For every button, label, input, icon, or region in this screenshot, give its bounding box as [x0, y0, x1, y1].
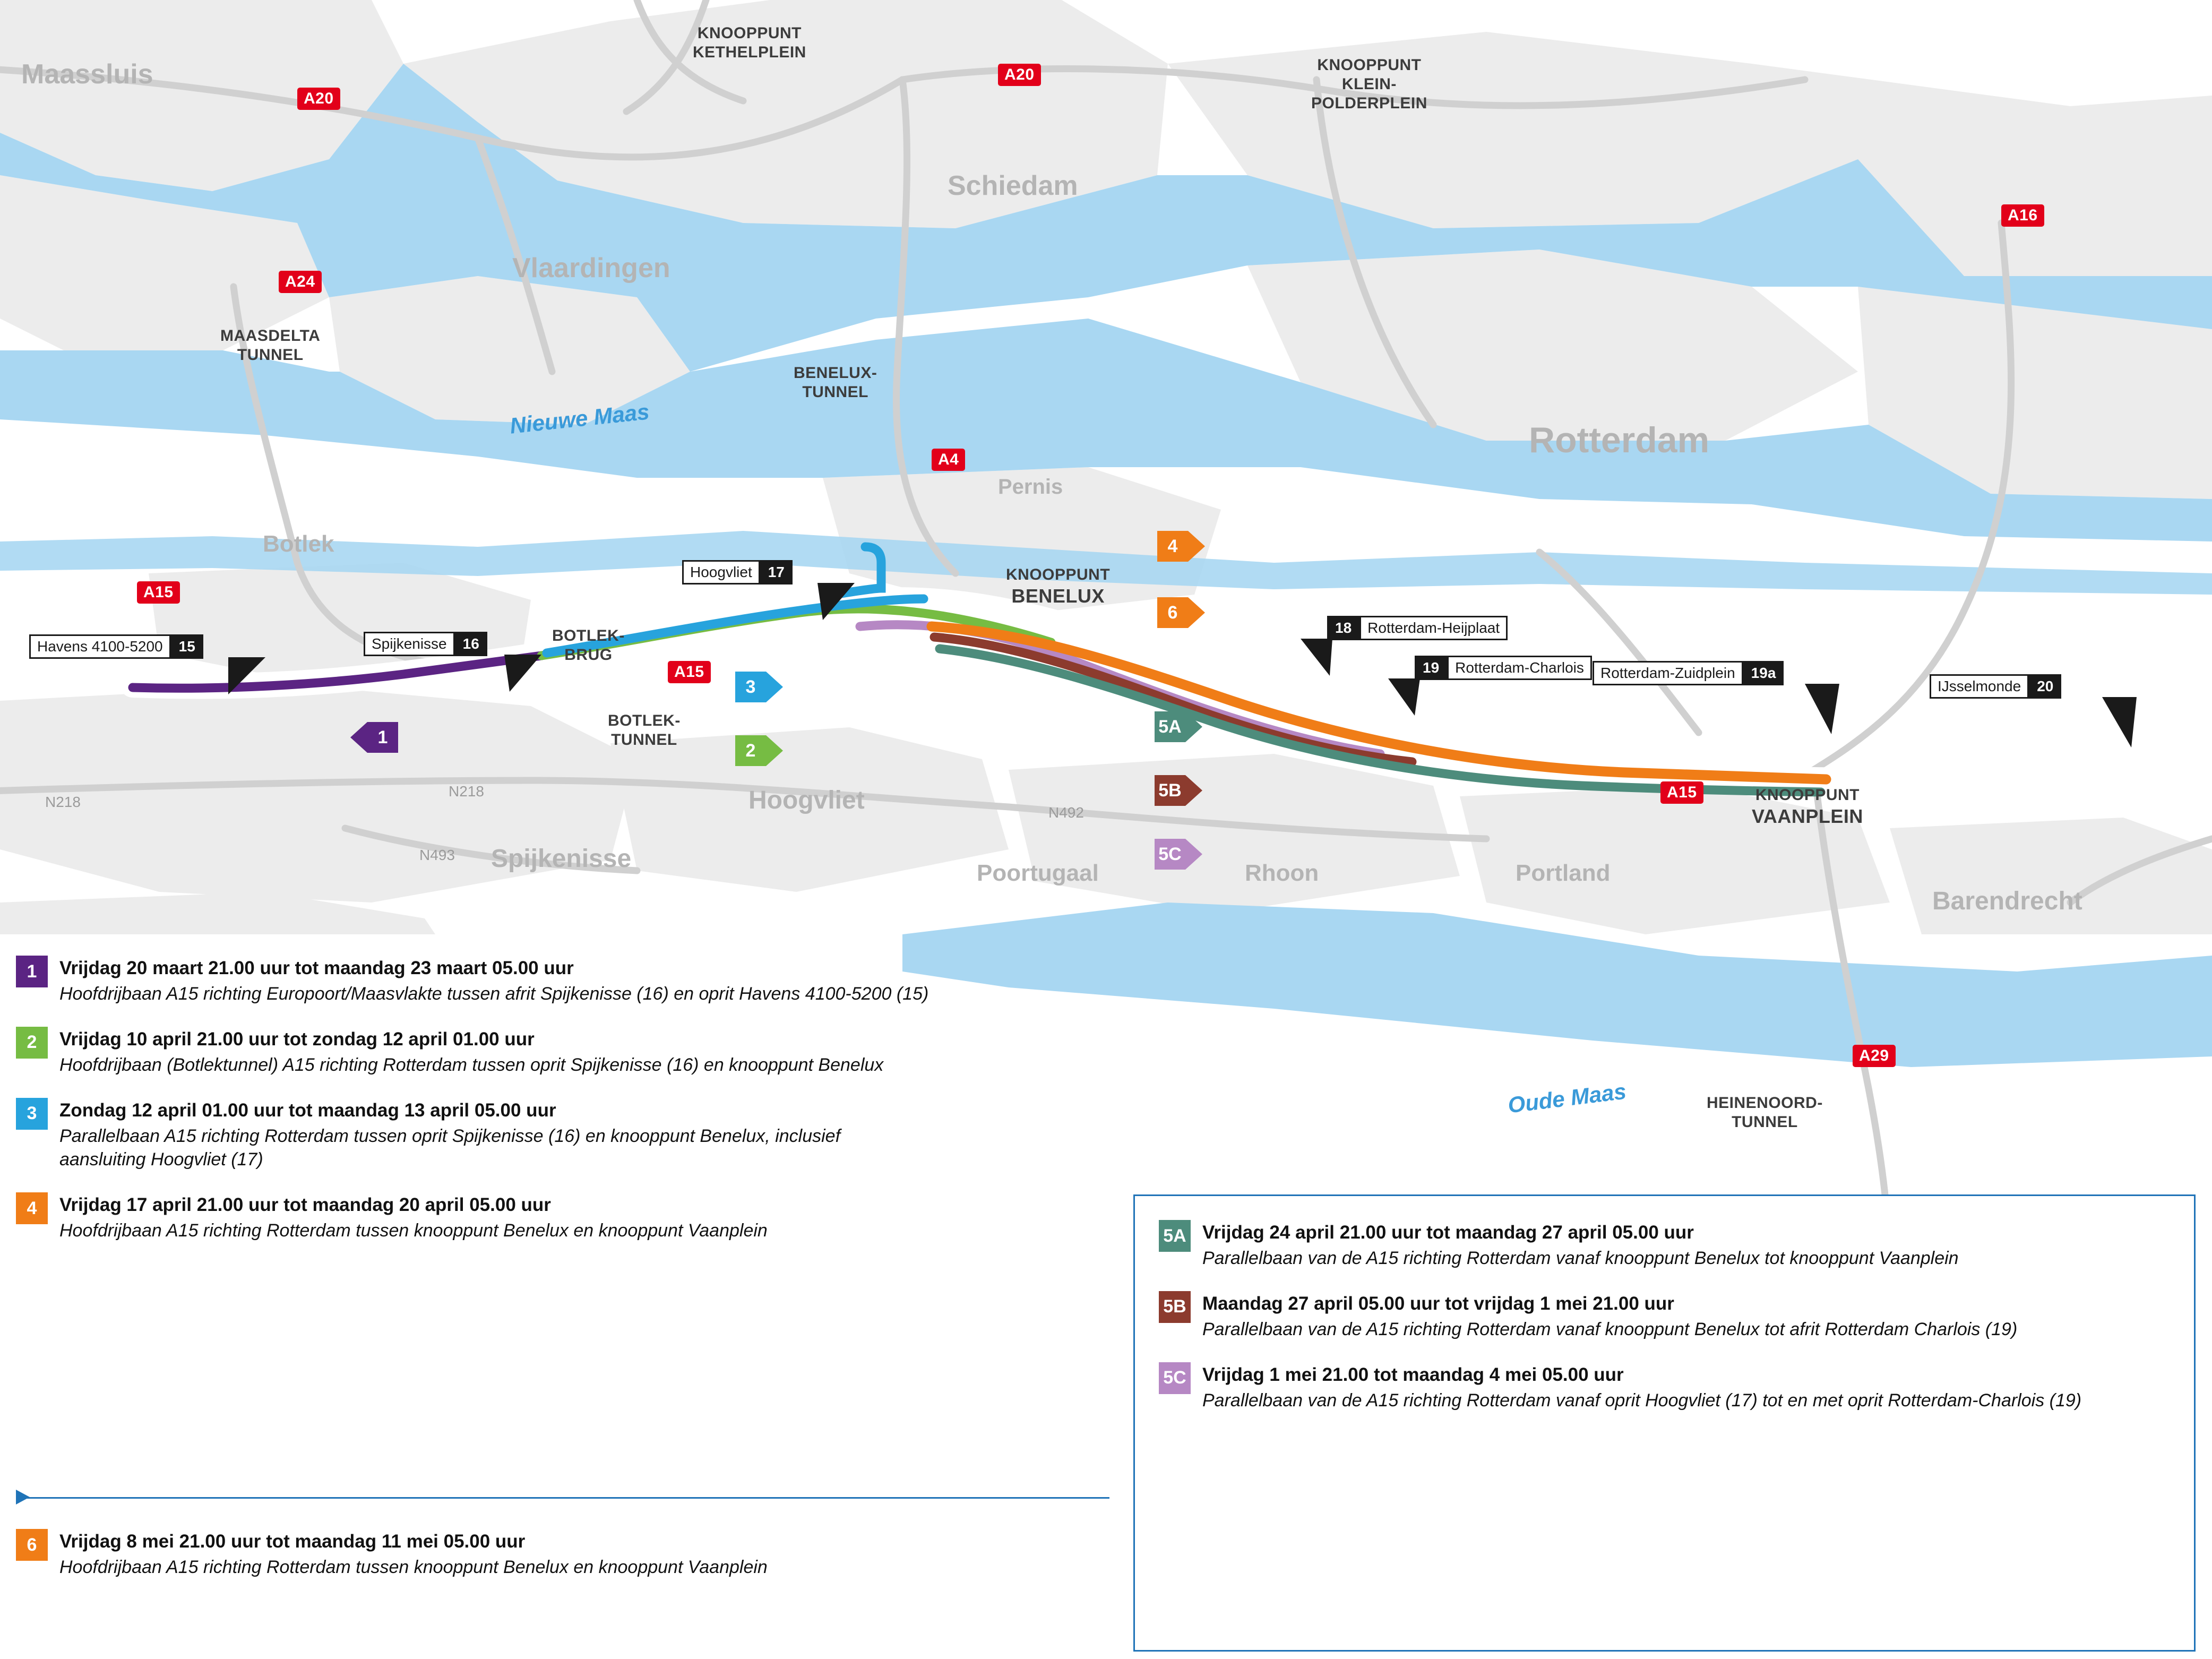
legend-title: Vrijdag 17 april 21.00 uur tot maandag 20 april 05.00 uur [59, 1194, 551, 1215]
legend-title: Vrijdag 10 april 21.00 uur tot zondag 12 april 01.00 uur [59, 1028, 535, 1050]
road-shield-a24: A24 [279, 271, 322, 293]
chip-label: 5B [1155, 775, 1185, 806]
city-label: Portland [1516, 860, 1611, 886]
legend-description: Parallelbaan A15 richting Rotterdam tussen oprit Spijkenisse (16) en knooppunt Benelux, inclusief aansluiting Hoogvliet (17) [59, 1125, 841, 1170]
legend-title: Maandag 27 april 05.00 uur tot vrijdag 1 mei 21.00 uur [1202, 1293, 1674, 1314]
exit-callout-ijsselmonde[interactable] [1930, 674, 2061, 699]
map-chip-2[interactable] [735, 735, 783, 766]
water-label-oude-maas: Oude Maas [1506, 1078, 1628, 1118]
legend-description: Parallelbaan van de A15 richting Rotterdam vanaf knooppunt Benelux tot knooppunt Vaanplein [1202, 1248, 1959, 1268]
exit-callout-zuidplein[interactable] [1593, 661, 1784, 685]
legend-right [1159, 1220, 2167, 1424]
city-label: Barendrecht [1932, 887, 2082, 915]
node-label-botlektunnel: BOTLEK- TUNNEL [608, 712, 681, 749]
legend-badge: 4 [16, 1192, 48, 1224]
exit-callout-number: 20 [2029, 674, 2061, 699]
chip-label: 5A [1155, 711, 1185, 742]
exit-callout-name: Rotterdam-Zuidplein [1593, 661, 1743, 685]
chip-label: 1 [367, 722, 398, 753]
node-label-knooppunt-vaanplein: KNOOPPUNT VAANPLEIN [1752, 786, 1863, 827]
chip-arrow-right-icon [1185, 839, 1202, 870]
exit-callout-number: 16 [455, 632, 487, 656]
chip-arrow-right-icon [1188, 531, 1205, 562]
city-label: Vlaardingen [512, 253, 670, 283]
legend-item [16, 1192, 1104, 1242]
road-shield-a16: A16 [2001, 204, 2044, 227]
callout-tail [2102, 697, 2150, 755]
node-label-beneluxtunnel: BENELUX- TUNNEL [794, 364, 877, 401]
node-label-maasdeltatunnel: MAASDELTA TUNNEL [220, 327, 321, 364]
legend-description: Parallelbaan van de A15 richting Rotterdam vanaf knooppunt Benelux tot afrit Rotterdam Charlois (19) [1202, 1319, 2018, 1339]
node-label-heinenoordtunnel: HEINENOORD- TUNNEL [1707, 1094, 1823, 1131]
node-label-ketchelplein: KNOOPPUNT KETHELPLEIN [693, 24, 806, 61]
legend-title: Vrijdag 8 mei 21.00 uur tot maandag 11 mei 05.00 uur [59, 1531, 526, 1552]
road-shield-a15: A15 [137, 581, 180, 604]
legend-title: Vrijdag 24 april 21.00 uur tot maandag 27 april 05.00 uur [1202, 1222, 1694, 1243]
map-chip-1[interactable] [350, 722, 398, 753]
node-label-botlekbrug: BOTLEK- BRUG [552, 627, 625, 664]
legend-right-panel [1133, 1194, 2196, 1652]
node-label-knooppunt-benelux: KNOOPPUNT BENELUX [1006, 566, 1111, 607]
chip-label: 5C [1155, 839, 1185, 870]
exit-callout-spijkenisse[interactable] [364, 632, 487, 656]
legend-left-continued [16, 1529, 1104, 1591]
legend-left [16, 956, 1104, 1254]
exit-callout-number: 15 [171, 634, 203, 659]
exit-callout-number: 18 [1327, 616, 1359, 640]
exit-callout-number: 19a [1743, 661, 1784, 685]
legend-badge: 5A [1159, 1220, 1191, 1252]
road-shield-a29: A29 [1853, 1045, 1896, 1067]
legend-item [16, 1027, 1104, 1077]
legend-title: Zondag 12 april 01.00 uur tot maandag 13 april 05.00 uur [59, 1099, 556, 1121]
legend-item [1159, 1362, 2167, 1412]
exit-callout-heijplaat[interactable] [1327, 616, 1508, 640]
callout-tail [504, 655, 552, 702]
legend-description: Parallelbaan van de A15 richting Rotterdam vanaf oprit Hoogvliet (17) tot en met oprit Rotterdam-Charlois (19) [1202, 1390, 2082, 1411]
legend-title: Vrijdag 1 mei 21.00 tot maandag 4 mei 05.00 uur [1202, 1364, 1624, 1385]
exit-callout-havens[interactable] [29, 634, 203, 659]
city-label: Botlek [263, 531, 334, 557]
legend-description: Hoofdrijbaan (Botlektunnel) A15 richting Rotterdam tussen oprit Spijkenisse (16) en knooppunt Benelux [59, 1054, 884, 1075]
legend-description: Hoofdrijbaan A15 richting Rotterdam tussen knooppunt Benelux en knooppunt Vaanplein [59, 1557, 768, 1577]
city-label: Poortugaal [977, 860, 1099, 886]
legend-badge: 6 [16, 1529, 48, 1561]
chip-arrow-right-icon [1188, 597, 1205, 628]
legend-item [16, 956, 1104, 1005]
road-shield-a20: A20 [998, 64, 1041, 86]
chip-arrow-right-icon [1185, 711, 1202, 742]
legend-description: Hoofdrijbaan A15 richting Europoort/Maasvlakte tussen afrit Spijkenisse (16) en oprit Havens 4100-5200 (15) [59, 983, 929, 1004]
water-label-nieuwe-maas: Nieuwe Maas [509, 399, 651, 439]
exit-callout-number: 19 [1415, 656, 1447, 680]
exit-callout-name: Havens 4100-5200 [29, 634, 171, 659]
road-shield-a15: A15 [1660, 781, 1703, 804]
legend-item [1159, 1220, 2167, 1270]
legend-divider [16, 1497, 1109, 1499]
road-shield-a15: A15 [668, 661, 711, 683]
city-label: Schiedam [948, 170, 1078, 201]
chip-arrow-right-icon [766, 672, 783, 702]
map-chip-5c[interactable] [1155, 839, 1202, 870]
map-chip-5a[interactable] [1155, 711, 1202, 742]
callout-tail [1805, 684, 1853, 742]
city-label: Hoogvliet [748, 786, 865, 814]
chip-label: 4 [1157, 531, 1188, 562]
legend-item [16, 1529, 1104, 1579]
legend-badge: 1 [16, 956, 48, 987]
chip-label: 3 [735, 672, 766, 702]
callout-tail [1301, 639, 1348, 686]
chip-arrow-right-icon [1185, 775, 1202, 806]
chip-label: 2 [735, 735, 766, 766]
exit-callout-name: Rotterdam-Heijplaat [1359, 616, 1508, 640]
nroad-label: N218 [449, 783, 484, 800]
legend-badge: 3 [16, 1098, 48, 1130]
nroad-label: N493 [419, 847, 455, 863]
nroad-label: N218 [45, 794, 81, 810]
exit-callout-name: IJsselmonde [1930, 674, 2029, 699]
map-chip-3[interactable] [735, 672, 783, 702]
exit-callout-name: Rotterdam-Charlois [1447, 656, 1592, 680]
map-chip-4[interactable] [1157, 531, 1205, 562]
exit-callout-charlois[interactable] [1415, 656, 1592, 680]
city-label: Rhoon [1245, 860, 1319, 886]
legend-description: Hoofdrijbaan A15 richting Rotterdam tussen knooppunt Benelux en knooppunt Vaanplein [59, 1220, 768, 1241]
city-label: Rotterdam [1529, 420, 1710, 460]
exit-callout-name: Spijkenisse [364, 632, 455, 656]
legend-item [16, 1098, 1104, 1171]
callout-tail [228, 657, 276, 705]
legend-badge: 5B [1159, 1291, 1191, 1323]
exit-callout-name: Hoogvliet [682, 560, 760, 584]
city-label: Maassluis [21, 59, 153, 90]
map-chip-6[interactable] [1157, 597, 1205, 628]
chip-arrow-left-icon [350, 722, 367, 753]
chip-arrow-right-icon [766, 735, 783, 766]
nroad-label: N492 [1048, 804, 1084, 821]
divider-arrow-icon [16, 1490, 30, 1505]
legend-badge: 5C [1159, 1362, 1191, 1394]
legend-badge: 2 [16, 1027, 48, 1059]
node-label-klein-polderplein: KNOOPPUNT KLEIN- POLDERPLEIN [1311, 56, 1427, 112]
exit-callout-hoogvliet[interactable] [682, 560, 793, 584]
callout-tail [1388, 678, 1436, 726]
city-label: Pernis [998, 475, 1063, 498]
map-chip-5b[interactable] [1155, 775, 1202, 806]
city-label: Spijkenisse [491, 845, 632, 873]
callout-tail [817, 583, 865, 631]
road-shield-a4: A4 [932, 449, 965, 471]
exit-callout-number: 17 [760, 560, 793, 584]
chip-label: 6 [1157, 597, 1188, 628]
legend-title: Vrijdag 20 maart 21.00 uur tot maandag 23 maart 05.00 uur [59, 958, 574, 978]
road-shield-a20: A20 [297, 88, 340, 110]
legend-item [1159, 1291, 2167, 1341]
